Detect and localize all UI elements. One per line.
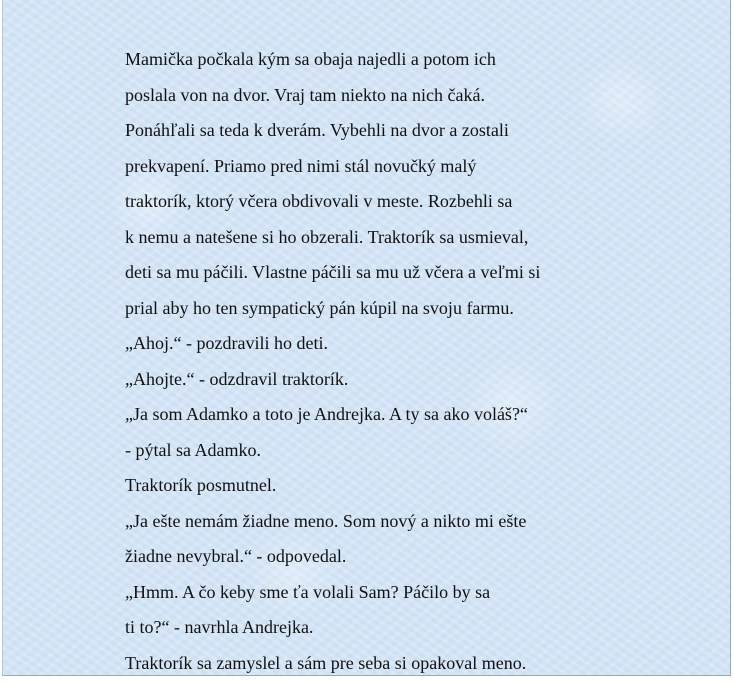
document-page — [2, 0, 730, 676]
page-right-border — [730, 0, 731, 676]
text-line: ti to?“ - navrhla Andrejka. — [125, 612, 625, 648]
text-line: „Ja ešte nemám žiadne meno. Som nový a nikto mi ešte — [125, 506, 625, 542]
text-line: - pýtal sa Adamko. — [125, 435, 625, 471]
text-line: k nemu a natešene si ho obzerali. Traktorík sa usmieval, — [125, 222, 625, 258]
text-line: prial aby ho ten sympatický pán kúpil na svoju farmu. — [125, 293, 625, 329]
text-line: žiadne nevybral.“ - odpovedal. — [125, 541, 625, 577]
text-line: prekvapení. Priamo pred nimi stál novučký malý — [125, 151, 625, 187]
text-line: traktorík, ktorý včera obdivovali v meste. Rozbehli sa — [125, 186, 625, 222]
text-line: Traktorík posmutnel. — [125, 470, 625, 506]
text-line: deti sa mu páčili. Vlastne páčili sa mu už včera a veľmi si — [125, 257, 625, 293]
text-line: „Ja som Adamko a toto je Andrejka. A ty sa ako voláš?“ — [125, 399, 625, 435]
text-line: „Ahojte.“ - odzdravil traktorík. — [125, 364, 625, 400]
text-line: „Hmm. A čo keby sme ťa volali Sam? Páčilo by sa — [125, 577, 625, 613]
text-line: „Ahoj.“ - pozdravili ho deti. — [125, 328, 625, 364]
text-line: Ponáhľali sa teda k dverám. Vybehli na dvor a zostali — [125, 115, 625, 151]
text-line: Traktorík sa zamyslel a sám pre seba si opakoval meno. — [125, 648, 625, 683]
text-line: Mamička počkala kým sa obaja najedli a potom ich — [125, 44, 625, 80]
text-line: poslala von na dvor. Vraj tam niekto na nich čaká. — [125, 80, 625, 116]
document-text — [125, 44, 625, 683]
